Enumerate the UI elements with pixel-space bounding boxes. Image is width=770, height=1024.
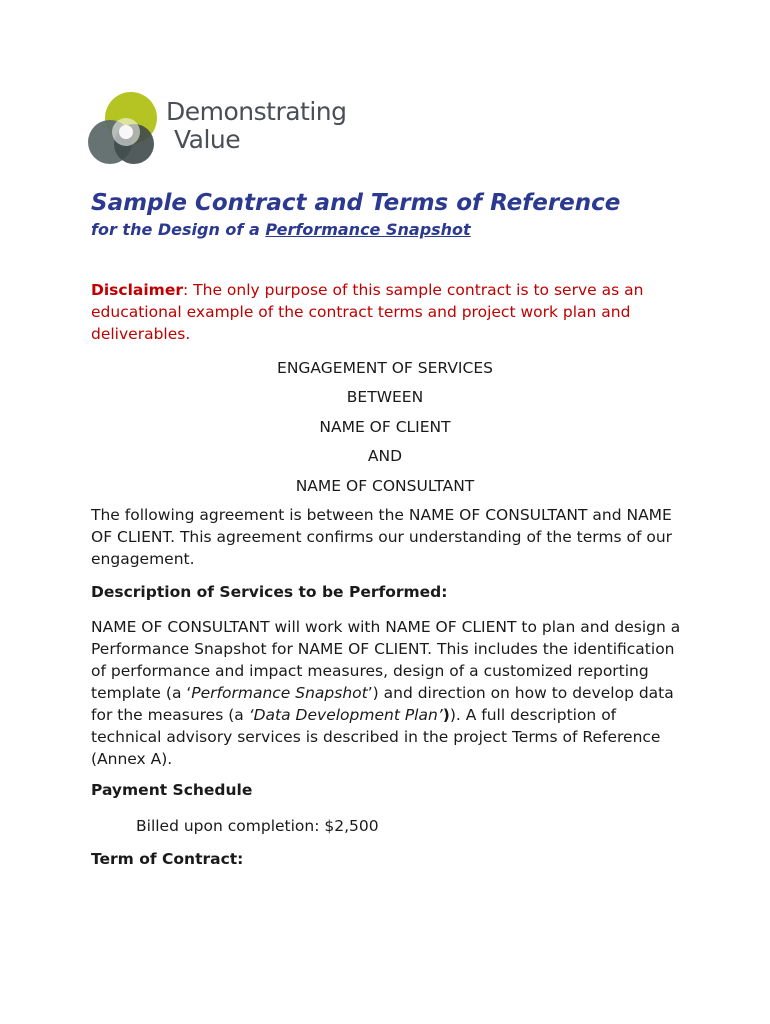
services-em-2: ‘Data Development Plan’ [248, 706, 443, 724]
engagement-line-5: NAME OF CONSULTANT [295, 477, 475, 495]
services-em-1: Performance Snapshot [191, 684, 368, 702]
disclaimer [91, 279, 691, 345]
document-title: Sample Contract and Terms of Reference [91, 190, 621, 216]
disclaimer-text: : The only purpose of this sample contract is to serve as an educational example of the contract terms and project work plan and deliverables. [91, 281, 644, 343]
subtitle-prefix: for the Design of a [91, 220, 266, 239]
payment-heading: Payment Schedule [91, 781, 253, 799]
services-paragraph: NAME OF CONSULTANT will work with NAME OF CLIENT to plan and design a Performance Snapshot for NAME OF CLIENT. This includes the identification of performance and impact measures, design of a customized reporting template (a ‘Performance Snapshot’) and direction on how to develop data for the measures (a ‘Data Development Plan’)). A full description of technical advisory services is described in the project Terms of Reference (Annex A). [91, 618, 681, 768]
services-text-3: ). A full description of technical advisory services is described in the project Terms of Reference (Annex A). [91, 706, 661, 768]
engagement-line-4: AND [367, 447, 403, 465]
engagement-line-3: NAME OF CLIENT [319, 418, 451, 436]
logo-circles-icon [88, 88, 168, 172]
demonstrating-value-logo [88, 88, 347, 172]
services-heading: Description of Services to be Performed: [91, 583, 448, 601]
engagement-line-2: BETWEEN [346, 388, 424, 406]
payment-line: Billed upon completion: $2,500 [136, 817, 379, 835]
services-text-2: ’) and direction on how to develop data for the measures (a [91, 684, 674, 724]
disclaimer-label: Disclaimer [91, 281, 183, 299]
intro-paragraph: The following agreement is between the NAME OF CONSULTANT and NAME OF CLIENT. This agreement confirms our understanding of the terms of our engagement. [91, 506, 673, 568]
logo-line-2: Value [174, 125, 241, 154]
subtitle-link: Performance Snapshot [265, 220, 471, 239]
term-heading: Term of Contract: [91, 850, 244, 868]
logo-wordmark [166, 98, 347, 154]
logo-line-1: Demonstrating [166, 97, 347, 126]
document-subtitle [91, 220, 471, 239]
engagement-line-1: ENGAGEMENT OF SERVICES [277, 359, 493, 377]
services-text-1: NAME OF CONSULTANT will work with NAME OF CLIENT to plan and design a Performance Snapshot for NAME OF CLIENT. This includes the identification of performance and impact measures, design of a customized reporting template (a ‘ [91, 618, 681, 702]
